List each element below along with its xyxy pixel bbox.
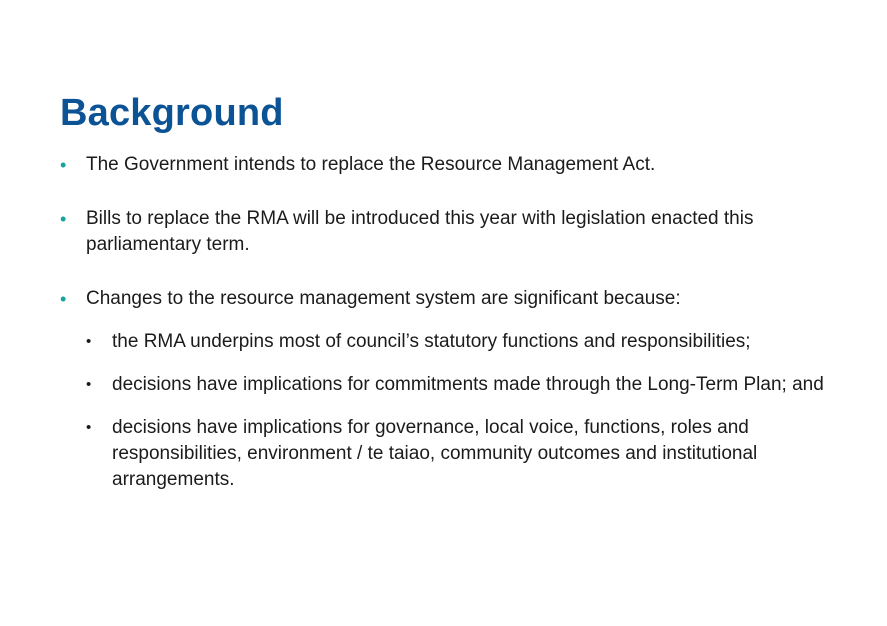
bullet-text: Changes to the resource management system are significant because:: [86, 288, 681, 309]
sub-bullet-dot-icon: •: [86, 333, 92, 350]
sub-bullet-dot-icon: •: [86, 419, 92, 436]
sub-bullet-text: decisions have implications for commitments made through the Long-Term Plan; and: [112, 374, 824, 395]
sub-bullet-text: the RMA underpins most of council’s statutory functions and responsibilities;: [112, 331, 751, 352]
bullet-item: [60, 206, 840, 258]
bullet-list: [60, 152, 840, 493]
sub-bullet-item: [86, 372, 840, 398]
bullet-text: Bills to replace the RMA will be introduced this year with legislation enacted this parliamentary term.: [86, 208, 754, 255]
sub-bullet-item: [86, 329, 840, 355]
sub-bullet-dot-icon: •: [86, 376, 92, 393]
sub-bullet-list: [86, 329, 840, 493]
sub-bullet-item: [86, 415, 840, 493]
bullet-dot-icon: •: [60, 155, 67, 175]
bullet-dot-icon: •: [60, 289, 67, 309]
bullet-text: The Government intends to replace the Resource Management Act.: [86, 154, 656, 175]
sub-bullet-text: decisions have implications for governance, local voice, functions, roles and responsibilities, environment / te taiao, community outcomes and institutional arrangements.: [112, 417, 758, 490]
slide-title: Background: [60, 92, 284, 134]
bullet-item: [60, 152, 840, 178]
bullet-item: [60, 286, 840, 493]
bullet-dot-icon: •: [60, 209, 67, 229]
